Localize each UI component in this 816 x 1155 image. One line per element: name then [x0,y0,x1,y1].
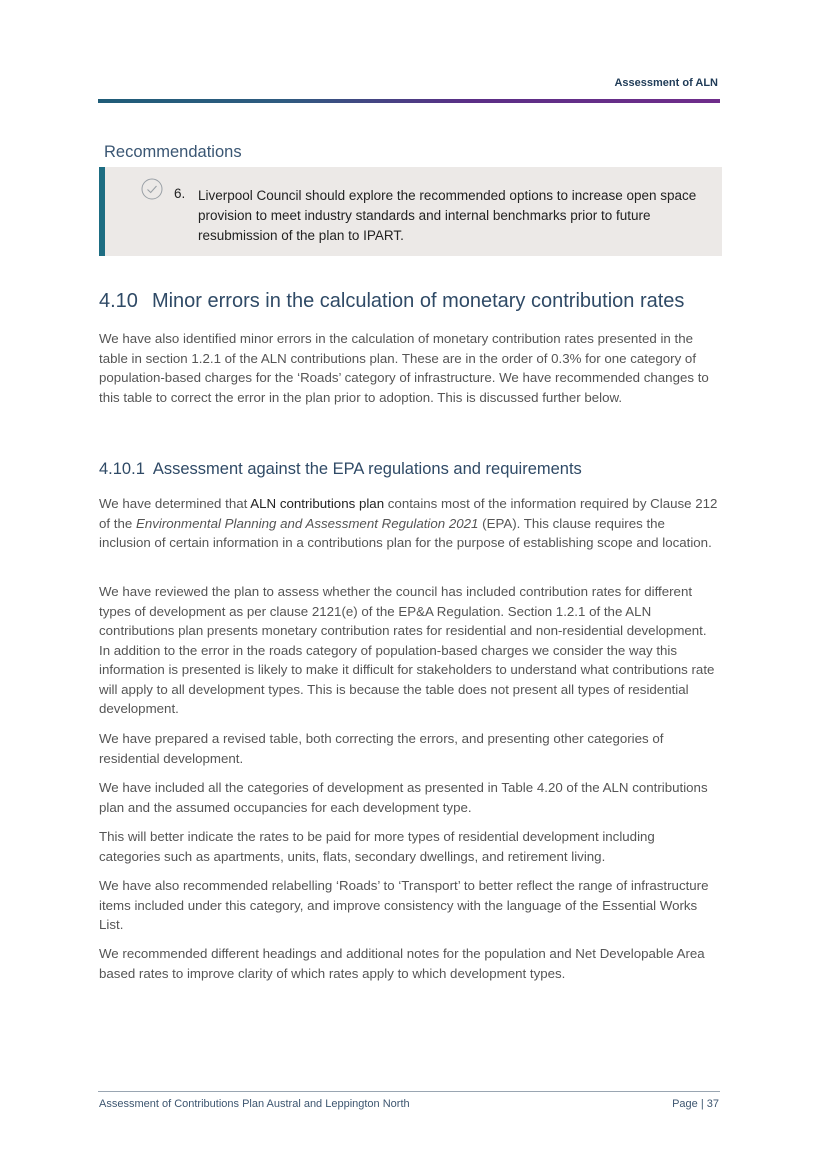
recommendation-text: Liverpool Council should explore the recommended options to increase open space provision to meet industry standards and internal benchmarks prior to future resubmission of the plan to IPART. [198,188,697,243]
plan-name-text: ALN contributions plan [250,496,385,511]
regulation-title-text: Environmental Planning and Assessment Regulation 2021 [135,515,479,531]
recommendation-box [99,167,722,256]
footer-page-number: Page | 37 [672,1098,719,1110]
paragraph-review: We have reviewed the plan to assess whether the council has included contribution rates for different types of development as per clause 2121(e) of the EP&A Regulation. Section 1.2.1 of the ALN contributions plan presents monetary contribution rates for residential and non-residential development. In addition to the error in the roads category of population-based charges we consider the way this information is presented is likely to make it difficult for stakeholders to understand what contributions rate will apply to all development types. This is because the table does not present all types of residential development. [99,584,715,716]
footer-document-title: Assessment of Contributions Plan Austral and Leppington North [99,1098,410,1110]
subsection-number: 4.10.1 [99,460,145,478]
section-number: 4.10 [99,290,138,312]
paragraph-categories: We have included all the categories of development as presented in Table 4.20 of the ALN contributions plan and the assumed occupancies for each development type. [99,780,708,815]
paragraph-relabelling: We have also recommended relabelling ‘Roads’ to ‘Transport’ to better reflect the range of infrastructure items included under this category, and improve consistency with the language of the Essential Works List. [99,878,709,932]
section-title: Minor errors in the calculation of monetary contribution rates [151,290,685,312]
section-heading [99,290,684,313]
section-intro-paragraph: We have also identified minor errors in the calculation of monetary contribution rates presented in the table in section 1.2.1 of the ALN contributions plan. These are in the order of 0.3% for one category of population-based charges for the ‘Roads’ category of infrastructure. We have recommended changes to this table to correct the error in the plan prior to adoption. This is discussed further below. [99,331,709,405]
subsection-heading [99,460,582,479]
paragraph-text: We have determined that [99,496,251,511]
header-gradient-rule [98,99,720,103]
page-header-title: Assessment of ALN [614,77,718,89]
check-circle-icon [141,178,163,200]
recommendation-number: 6. [174,186,186,201]
paragraph-residential-types: This will better indicate the rates to be paid for more types of residential development including categories such as apartments, units, flats, secondary dwellings, and retirement living. [99,829,655,864]
paragraph-text: contains most of the information required by Clause 212 of the [99,496,718,531]
subsection-title: Assessment against the EPA regulations and requirements [152,460,582,478]
paragraph-headings: We recommended different headings and additional notes for the population and Net Developable Area based rates to improve clarity of which rates apply to which development types. [99,946,705,981]
paragraph-clause-212 [99,494,719,553]
footer-rule [98,1091,720,1092]
paragraph-text: (EPA). This clause requires the inclusion of certain information in a contributions plan for the purpose of establishing scope and location. [99,515,712,550]
recommendations-heading: Recommendations [104,143,242,161]
paragraph-revised-table: We have prepared a revised table, both correcting the errors, and presenting other categories of residential development. [99,731,664,766]
